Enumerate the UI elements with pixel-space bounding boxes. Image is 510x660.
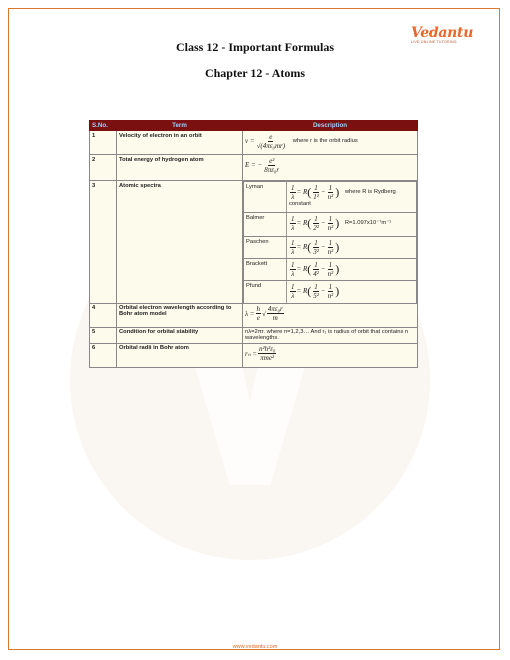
pfund-formula: $\frac{1}{\lambda}$ = R ( $\frac{1}{\text{5²}}$ − $\frac{1}{\text{n²}}$ ) bbox=[291, 282, 340, 300]
series-formula bbox=[287, 182, 417, 213]
series-note: where R is Rydberg constant bbox=[289, 189, 396, 207]
row-term: Condition for orbital stability bbox=[117, 327, 243, 343]
series-label: Lyman bbox=[244, 182, 287, 213]
spectra-row bbox=[244, 281, 417, 303]
footer-url[interactable]: www.vedantu.com bbox=[232, 644, 278, 650]
page-title: Class 12 - Important Formulas bbox=[176, 40, 334, 54]
row-description bbox=[243, 343, 418, 367]
row-number: 2 bbox=[90, 155, 117, 181]
series-label: Balmer bbox=[244, 213, 287, 237]
energy-formula: E = − $\frac{\text{e²}}{\text{8πε₀r}}$ bbox=[245, 156, 280, 174]
table-header-row bbox=[90, 121, 418, 131]
row-number: 3 bbox=[90, 181, 117, 304]
spectra-row bbox=[244, 213, 417, 237]
paschen-formula: $\frac{1}{\lambda}$ = R ( $\frac{1}{\text{3²}}$ − $\frac{1}{\text{n²}}$ ) bbox=[291, 238, 340, 256]
spectra-row bbox=[244, 182, 417, 213]
table-row bbox=[90, 327, 418, 343]
series-label: Brackett bbox=[244, 259, 287, 281]
series-label: Pfund bbox=[244, 281, 287, 303]
header-term: Term bbox=[117, 121, 243, 131]
row-term: Orbital electron wavelength according to Bohr atom model bbox=[117, 303, 243, 327]
formula-table bbox=[89, 120, 418, 368]
row-number: 1 bbox=[90, 131, 117, 155]
row-term: Total energy of hydrogen atom bbox=[117, 155, 243, 181]
row-term: Atomic spectra bbox=[117, 181, 243, 304]
row-description bbox=[243, 303, 418, 327]
logo-word: Vedantu bbox=[411, 25, 474, 41]
row-term: Orbital radii in Bohr atom bbox=[117, 343, 243, 367]
row-note: where r is the orbit radius bbox=[292, 138, 358, 144]
radius-formula: rₙ = $\frac{\text{n²h²ε₀}}{\text{πme²}}$ bbox=[245, 345, 276, 362]
table-row bbox=[90, 343, 418, 367]
row-description: nλ=2πr. where n=1,2,3… And r₁ is radius of orbit that contains n wavelengths. bbox=[243, 327, 418, 343]
series-formula bbox=[287, 259, 417, 281]
row-number: 6 bbox=[90, 343, 117, 367]
table-row bbox=[90, 131, 418, 155]
series-label: Paschen bbox=[244, 237, 287, 259]
series-note: R=1.097x10⁻⁷m⁻¹ bbox=[344, 220, 392, 226]
series-formula bbox=[287, 213, 417, 237]
spectra-row bbox=[244, 259, 417, 281]
row-description bbox=[243, 155, 418, 181]
row-description bbox=[243, 131, 418, 155]
wavelength-formula: λ = $\frac{h}{e}$ √ $\frac{\text{4πε₀r}}{m}$ bbox=[245, 305, 283, 322]
row-number: 4 bbox=[90, 303, 117, 327]
row-term: Velocity of electron in an orbit bbox=[117, 131, 243, 155]
lyman-formula: $\frac{1}{\lambda}$ = R ( $\frac{1}{\text{1²}}$ − $\frac{1}{\text{n²}}$ ) bbox=[291, 183, 340, 201]
header-description: Description bbox=[243, 121, 418, 131]
balmer-formula: $\frac{1}{\lambda}$ = R ( $\frac{1}{\text{2²}}$ − $\frac{1}{\text{n²}}$ ) bbox=[291, 214, 340, 232]
chapter-title: Chapter 12 - Atoms bbox=[204, 66, 306, 80]
spectra-row bbox=[244, 237, 417, 259]
spectra-subtable bbox=[243, 181, 417, 303]
row-number: 5 bbox=[90, 327, 117, 343]
series-formula bbox=[287, 281, 417, 303]
logo-tagline: LIVE ONLINE TUTORING bbox=[411, 40, 457, 44]
table-row bbox=[90, 155, 418, 181]
series-formula bbox=[287, 237, 417, 259]
table-row bbox=[90, 303, 418, 327]
row-description bbox=[243, 181, 418, 304]
brackett-formula: $\frac{1}{\lambda}$ = R ( $\frac{1}{\text{4²}}$ − $\frac{1}{\text{n²}}$ ) bbox=[291, 260, 340, 278]
velocity-formula: v = $\frac{e}{\text{√(4πε₀mr)}}$ bbox=[245, 132, 286, 150]
header-sno: S.No. bbox=[90, 121, 117, 131]
table-row bbox=[90, 181, 418, 304]
